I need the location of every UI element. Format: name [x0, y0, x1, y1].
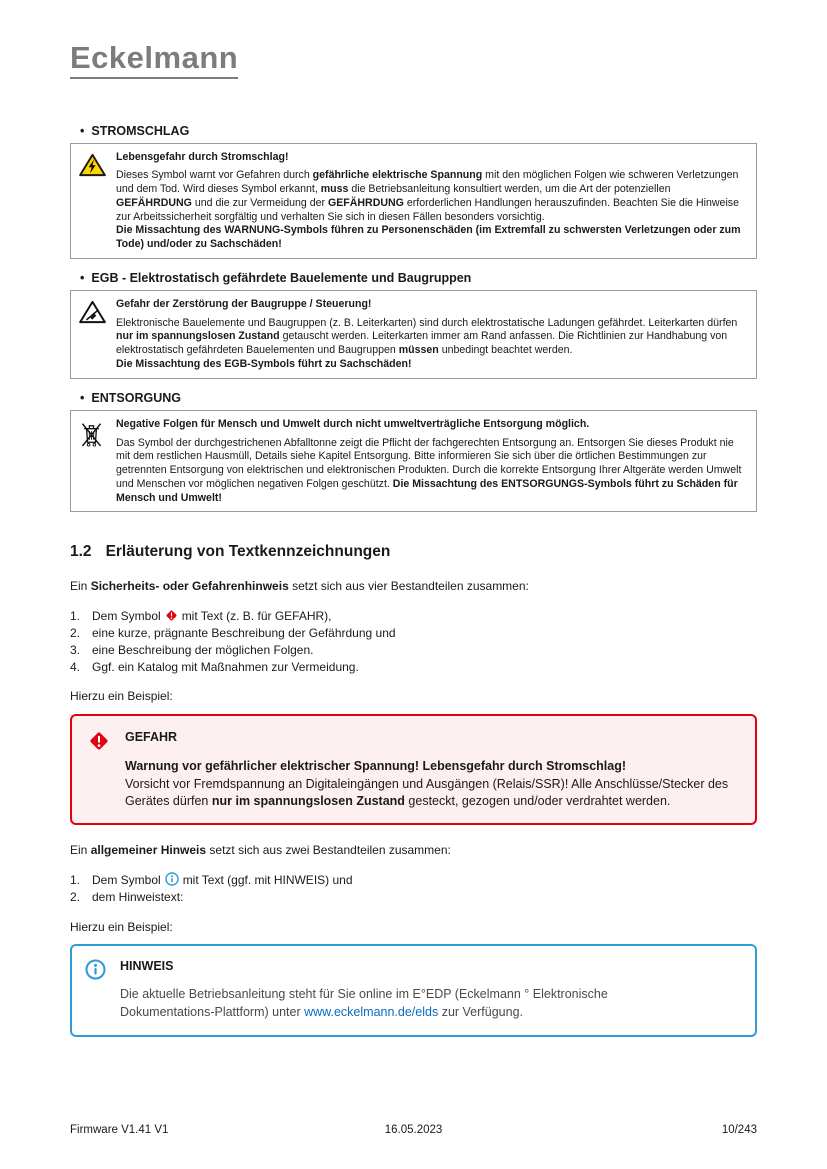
- company-logo: Eckelmann: [70, 42, 238, 79]
- entsorgung-heading: [80, 391, 757, 405]
- danger-diamond-icon: [88, 729, 111, 811]
- warning-consequence: Die Missachtung des WARNUNG-Symbols führen zu Personenschäden (im Extremfall zu schwersten Verletzungen oder zum Tode) und/oder zu Sachschäden!: [116, 224, 741, 251]
- list-text: [92, 872, 353, 889]
- entsorgung-heading-text: ENTSORGUNG: [91, 390, 181, 405]
- gefahr-body: Vorsicht vor Fremdspannung an Digitaleingängen und Ausgängen (Relais/SSR)! Alle Anschlüsse/Stecker des Gerätes dürfen nur im spannungslosen Zustand gesteckt, gezogen und/oder verdrahtet werden.: [125, 776, 729, 809]
- warning-title: Gefahr der Zerstörung der Baugruppe / Steuerung!: [116, 297, 372, 310]
- footer-firmware-version: Firmware V1.41 V1: [70, 1124, 169, 1136]
- hinweis-body-post: zur Verfügung.: [438, 1004, 523, 1019]
- list-text: dem Hinweistext:: [92, 889, 184, 904]
- list-text-pre: Dem Symbol: [92, 872, 161, 887]
- footer-page-number: 10/243: [721, 1124, 757, 1136]
- list-item: [70, 872, 757, 889]
- info-icon: [85, 958, 107, 1021]
- general-note-intro: Ein allgemeiner Hinweis setzt sich aus zwei Bestandteilen zusammen:: [70, 843, 451, 858]
- list-text-pre: Dem Symbol: [92, 609, 161, 624]
- safety-note-components-list: [70, 608, 757, 675]
- section-number: 1.2: [70, 543, 92, 561]
- list-text: eine kurze, prägnante Beschreibung der Gefährdung und: [92, 625, 396, 640]
- entsorgung-warning-content: [116, 418, 747, 506]
- list-text: eine Beschreibung der möglichen Folgen.: [92, 642, 314, 657]
- list-item: [70, 642, 757, 659]
- hinweis-body: [120, 986, 685, 1022]
- list-item: [70, 659, 757, 676]
- footer-date: 16.05.2023: [384, 1124, 443, 1136]
- egb-heading: [80, 271, 757, 285]
- stromschlag-heading-text: STROMSCHLAG: [91, 123, 190, 138]
- warning-consequence: Die Missachtung des EGB-Symbols führt zu Sachschäden!: [116, 357, 412, 370]
- list-number: 1.: [70, 609, 81, 624]
- general-note-components-list: [70, 872, 757, 906]
- list-number: 4.: [70, 659, 81, 674]
- section-stromschlag: [70, 124, 757, 259]
- bullet-marker: •: [80, 123, 85, 138]
- example-label: Hierzu ein Beispiel:: [70, 919, 173, 934]
- list-text-post: mit Text (z. B. für GEFAHR),: [181, 609, 332, 624]
- safety-note-intro: Ein Sicherheits- oder Gefahrenhinweis setzt sich aus vier Bestandteilen zusammen:: [70, 579, 529, 594]
- warning-title: Lebensgefahr durch Stromschlag!: [116, 150, 289, 163]
- gefahr-label: GEFAHR: [125, 730, 178, 745]
- gefahr-title: Warnung vor gefährlicher elektrischer Spannung! Lebensgefahr durch Stromschlag!: [125, 758, 627, 773]
- warning-body: Dieses Symbol warnt vor Gefahren durch gefährliche elektrische Spannung mit den möglichen Folgen wie schweren Verletzungen und dem Tod. Wird dieses Symbol erkannt, muss die Betriebsanleitung konsultiert werden, um die Art der potenziellen GEFÄHRDUNG und die zur Vermeidung der GEFÄHRDUNG erforderlichen Handlungen herauszufinden. Beachten Sie die Hinweise zur Arbeitssicherheit sorgfältig und verhalten Sie sich in diesen Fällen besonders vorsichtig.: [116, 169, 739, 223]
- crossed-out-bin-icon: [79, 418, 107, 506]
- warning-title: Negative Folgen für Mensch und Umwelt durch nicht umweltverträgliche Entsorgung möglich.: [116, 417, 590, 430]
- page-header: [70, 42, 757, 79]
- page-footer: [70, 1124, 757, 1136]
- egb-warning-box: [70, 290, 757, 379]
- section-entsorgung: [70, 391, 757, 513]
- entsorgung-warning-box: [70, 410, 757, 513]
- esd-warning-icon: [79, 298, 107, 372]
- list-number: 3.: [70, 642, 81, 657]
- stromschlag-heading: [80, 124, 757, 138]
- gefahr-content: [125, 729, 739, 811]
- warning-body: Das Symbol der durchgestrichenen Abfalltonne zeigt die Pflicht der fachgerechten Entsorgung an. Entsorgen Sie dieses Produkt nie mit dem restlichen Hausmüll, Details siehe Kapitel Entsorgung. Bitte informieren Sie sich über die örtlichen Bestimmungen zur getrennten Entsorgung von elektrischen und elektronischen Produkten. Durch die korrekte Entsorgung Ihrer Altgeräte werden Umwelt und Menschen vor möglichen negativen Folgen geschützt. Die Missachtung des ENTSORGUNGS-Symbols führt zu Schäden für Mensch und Umwelt!: [116, 436, 742, 504]
- list-text: [92, 608, 332, 625]
- list-item: [70, 889, 757, 906]
- list-item: [70, 608, 757, 625]
- example-label: Hierzu ein Beispiel:: [70, 689, 173, 704]
- list-number: 1.: [70, 872, 81, 887]
- hinweis-example-box: [70, 944, 757, 1036]
- eckelmann-elds-link[interactable]: www.eckelmann.de/elds: [304, 1004, 439, 1019]
- hinweis-body-pre: Die aktuelle Betriebsanleitung steht für Sie online im E°EDP (Eckelmann ° Elektronische Dokumentations-Plattform) unter: [120, 987, 608, 1019]
- section-egb: [70, 271, 757, 379]
- bullet-marker: •: [80, 270, 85, 285]
- list-text-post: mit Text (ggf. mit HINWEIS) und: [182, 872, 353, 887]
- section-title: Erläuterung von Textkennzeichnungen: [105, 543, 391, 561]
- section-1-2-heading: [70, 543, 757, 561]
- gefahr-example-box: [70, 714, 757, 825]
- list-item: [70, 625, 757, 642]
- hinweis-label: HINWEIS: [120, 959, 174, 974]
- list-text: Ggf. ein Katalog mit Maßnahmen zur Vermeidung.: [92, 659, 359, 674]
- info-icon: [165, 872, 179, 886]
- warning-body: Elektronische Bauelemente und Baugruppen (z. B. Leiterkarten) sind durch elektrostatische Ladungen gefährdet. Leiterkarten dürfen nur im spannungslosen Zustand getauscht werden. Leiterkarten immer am Rand anfassen. Die Richtlinien zur Handhabung von elektrostatisch gefährdeten Bauelementen und Baugruppen müssen unbedingt beachtet werden.: [116, 316, 738, 357]
- high-voltage-warning-icon: [79, 151, 107, 252]
- egb-heading-text: EGB - Elektrostatisch gefährdete Bauelemente und Baugruppen: [91, 270, 472, 285]
- list-number: 2.: [70, 625, 81, 640]
- danger-diamond-icon: [165, 609, 178, 622]
- stromschlag-warning-box: [70, 143, 757, 259]
- stromschlag-warning-content: [116, 151, 747, 252]
- list-number: 2.: [70, 889, 81, 904]
- egb-warning-content: [116, 298, 747, 372]
- hinweis-content: [120, 958, 685, 1021]
- bullet-marker: •: [80, 390, 85, 405]
